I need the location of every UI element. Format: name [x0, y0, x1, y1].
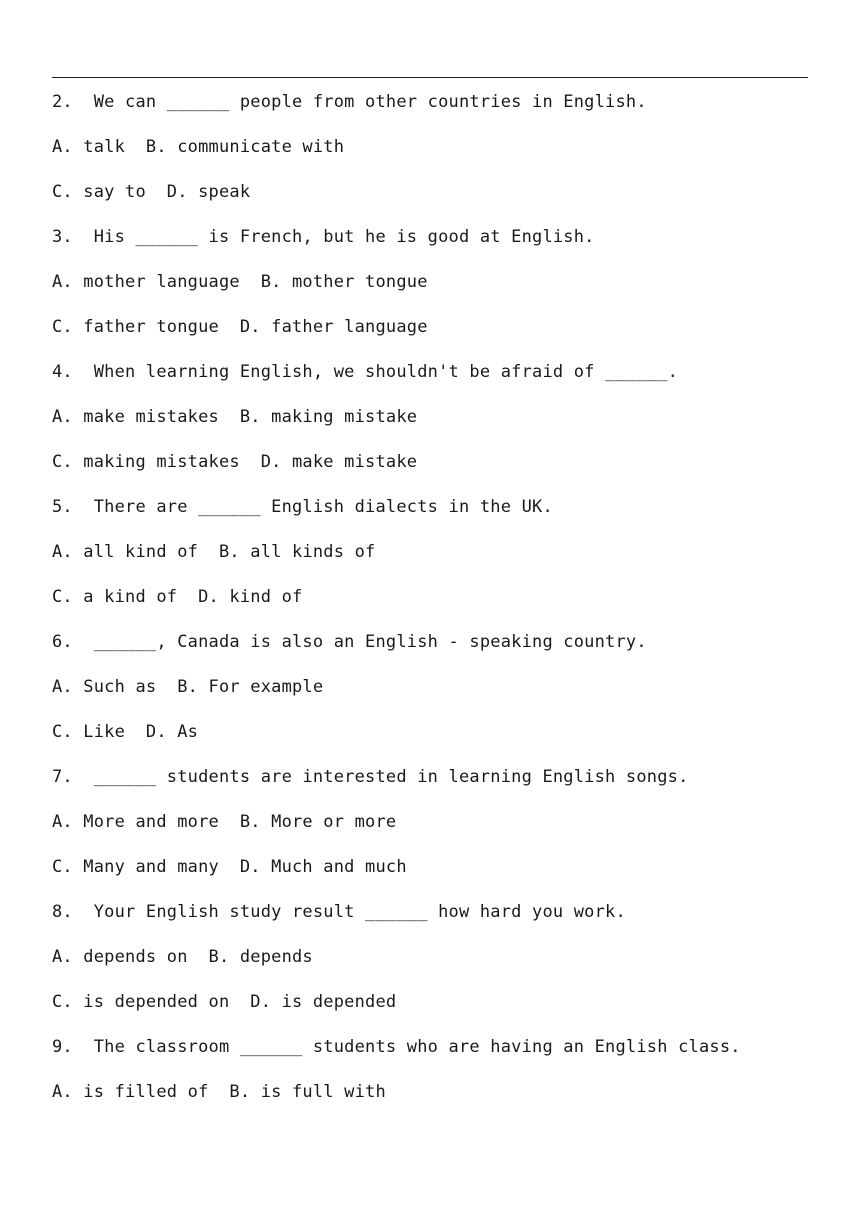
question-options: C. Many and many D. Much and much	[52, 857, 407, 877]
question-stem: 2. We can ______ people from other countries in English.	[52, 92, 647, 112]
question-stem: 4. When learning English, we shouldn't be afraid of ______.	[52, 362, 679, 382]
question-stem: 3. His ______ is French, but he is good at English.	[52, 227, 595, 247]
question-list	[52, 90, 812, 1125]
question-options: A. mother language B. mother tongue	[52, 272, 428, 292]
question-stem: 5. There are ______ English dialects in the UK.	[52, 497, 553, 517]
question-options: C. is depended on D. is depended	[52, 992, 397, 1012]
question-stem: 8. Your English study result ______ how hard you work.	[52, 902, 626, 922]
question-stem: 7. ______ students are interested in learning English songs.	[52, 767, 689, 787]
question-options: C. making mistakes D. make mistake	[52, 452, 418, 472]
question-options: C. a kind of D. kind of	[52, 587, 303, 607]
question-options: A. all kind of B. all kinds of	[52, 542, 376, 562]
question-stem: 9. The classroom ______ students who are having an English class.	[52, 1037, 741, 1057]
question-options: A. More and more B. More or more	[52, 812, 397, 832]
question-options: A. depends on B. depends	[52, 947, 313, 967]
question-options: A. is filled of B. is full with	[52, 1082, 386, 1102]
header-rule	[52, 77, 808, 78]
question-options: A. make mistakes B. making mistake	[52, 407, 418, 427]
question-options: C. father tongue D. father language	[52, 317, 428, 337]
question-options: C. say to D. speak	[52, 182, 251, 202]
question-options: C. Like D. As	[52, 722, 199, 742]
question-options: A. Such as B. For example	[52, 677, 324, 697]
question-options: A. talk B. communicate with	[52, 137, 345, 157]
question-stem: 6. ______, Canada is also an English - speaking country.	[52, 632, 647, 652]
